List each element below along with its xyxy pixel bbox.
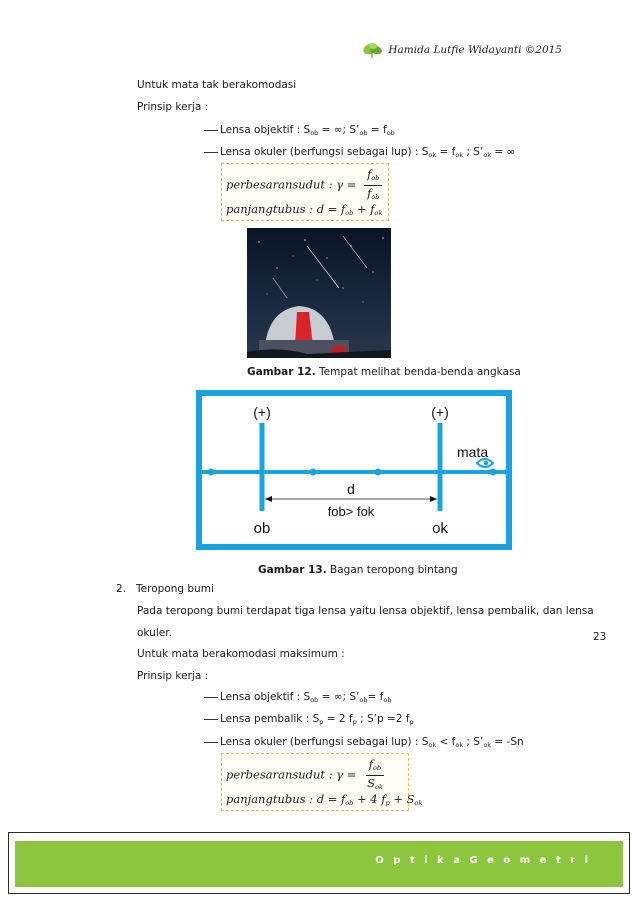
section2-subheading: Untuk mata berakomodasi maksimum : xyxy=(137,648,345,660)
author-credit: Hamida Lutfie Widayanti ©2015 xyxy=(388,44,562,56)
objective-label: ob xyxy=(253,520,271,537)
formula-magnification: perbesaransudut : γ = $\frac{f_{ob}}{S_{ok}}$ xyxy=(226,757,386,794)
footer-title: O p t i k a G e o m e t r i xyxy=(375,855,591,866)
page-number: 23 xyxy=(593,631,607,643)
section2-heading: 2. Teropong bumi xyxy=(116,583,214,595)
focal-point xyxy=(310,469,317,476)
dash-marker xyxy=(204,742,218,743)
plus-left-label: (+) xyxy=(253,404,271,420)
focal-relation-label: fob> fok xyxy=(327,504,375,519)
observatory-illustration xyxy=(247,228,391,358)
section2-paragraph-line1: Pada teropong bumi terdapat tiga lensa yaitu lensa objektif, lensa pembalik, dan lensa xyxy=(137,605,594,617)
observatory-night-photo xyxy=(247,228,391,358)
formula-tube-length: panjangtubus : $d = f_{ob} + 4$ $f_p + S_{ok}$ xyxy=(226,792,423,807)
distance-label: d xyxy=(347,481,355,497)
section1-heading: Untuk mata tak berakomodasi xyxy=(137,79,297,91)
formula-box-1 xyxy=(221,163,389,221)
fraction: $\frac{f_{ob}}{S_{ok}}$ xyxy=(367,757,383,791)
plus-right-label: (+) xyxy=(431,404,449,420)
ocular-label: ok xyxy=(432,520,448,537)
focal-point xyxy=(490,469,497,476)
dash-marker xyxy=(204,130,218,131)
telescope-diagram xyxy=(195,389,513,551)
formula-magnification: perbesaransudut : γ = $\frac{f_{ob}}{f_{ob}}$ xyxy=(226,167,382,204)
section1-principle: Prinsip kerja : xyxy=(137,101,209,113)
eye-label: mata xyxy=(457,444,489,460)
leaf-logo-icon xyxy=(362,41,384,59)
formula-box-2 xyxy=(221,753,423,811)
dash-marker xyxy=(204,697,218,698)
figure13-caption: Gambar 13. Bagan teropong bintang xyxy=(258,564,458,576)
dash-marker xyxy=(204,719,218,720)
fraction: $\frac{f_{ob}}{f_{ob}}$ xyxy=(364,167,382,204)
page-header xyxy=(362,41,562,59)
formula-tube-length: panjangtubus : $d = f_{ob} + f_{ok}$ xyxy=(226,202,383,217)
dash-marker xyxy=(204,152,218,153)
section2-item-reverser: Lensa pembalik : $S_p = 2$ $f_p$ ; S’p =2 $f_p$ xyxy=(204,713,414,726)
section2-item-objective: Lensa objektif : $S_{ob}$ = ∞; $S’_{ob}= f_{ob}$ xyxy=(204,691,391,704)
figure12-caption: Gambar 12. Tempat melihat benda-benda angkasa xyxy=(247,366,521,378)
focal-point xyxy=(375,469,382,476)
section1-item-objective: Lensa objektif : $S_{ob}$ = ∞; $S’_{ob} = f_{ob}$ xyxy=(204,124,395,137)
focal-point xyxy=(208,469,215,476)
section2-principle: Prinsip kerja : xyxy=(137,670,209,682)
section2-paragraph-line2: okuler. xyxy=(137,627,172,639)
section1-item-ocular: Lensa okuler (berfungsi sebagai lup) : $S_{ok} = f_{ok}$ ; $S’_{ok}$ = ∞ xyxy=(204,146,515,159)
page-footer xyxy=(8,832,630,894)
section2-item-ocular: Lensa okuler (berfungsi sebagai lup) : $S_{ok} < f_{ok}$ ; $S’_{ok} = -Sn$ xyxy=(204,736,524,749)
